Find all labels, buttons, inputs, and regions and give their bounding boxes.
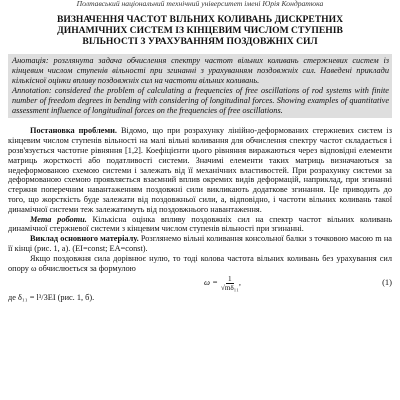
formula-denominator: √mδ₁₁	[220, 283, 239, 292]
paragraph-formula-intro	[8, 254, 392, 274]
title-line: ДИНАМІЧНИХ СИСТЕМ ІЗ КІНЦЕВИМ ЧИСЛОМ СТУПЕНІВ	[57, 25, 343, 36]
abstract-box	[8, 54, 392, 118]
formula-numerator: 1	[228, 274, 232, 283]
abstract-ukrainian: Анотація: розглянута задача обчислення спектру частот вільних коливань стержневих систем із кінцевим числом ступенів вільності при згинанні з урахуванням поздовжніх сил. Наведені приклади кількісної оцінки впливу поздовжніх сил на частоти вільних коливань.	[12, 56, 389, 85]
formula-1	[8, 273, 392, 293]
formula-definition: де δ₁₁ = l³/3EI (рис. 1, б).	[8, 293, 95, 303]
section-lead: Виклад основного матеріалу.	[30, 234, 139, 244]
section-lead: Постановка проблеми.	[30, 126, 117, 136]
running-header: Полтавський національний технічний університет імені Юрія Кондратюка	[76, 0, 324, 8]
title-line: ВИЗНАЧЕННЯ ЧАСТОТ ВІЛЬНИХ КОЛИВАНЬ ДИСКРЕТНИХ	[56, 14, 344, 25]
paragraph-text: Кількісна оцінка впливу поздовжніх сил на спектр частот вільних коливань динамічної стержневої системи з кінцевим числом ступенів вільності при згинанні.	[8, 214, 392, 234]
equation-number: (1)	[382, 277, 392, 288]
paragraph-text: Відомо, що при розрахунку лінійно-деформованих стержневих систем із кінцевим числом ступенів вільності на малі вільні коливання для обчислення спектру частот складається і розв'язується частотне рівняння [1,2]. Коефіцієнти цього рівняння виражаються через відповідні елементи матриць жорсткості або податливості системи. Значимі елементи таких матриць визначаються за недеформованою схемою системи і залежать від її механічних властивостей. При розрахунку системи за деформованою схемою проявляється взаємний вплив окремих видів деформацій, наприклад, при згинанні стержня поперечним навантаженням поздовжні сили викликають додаткове згинання. Це приводить до того, що жорсткість буде залежати від поздовжньої сили, а, відповідно, і частоти вільних коливань такої динамічної системи теж залежатимуть від поздовжнього навантаження.	[8, 126, 392, 214]
formula-suffix: ,	[238, 277, 241, 288]
body-text	[8, 126, 392, 303]
title-line: ВІЛЬНОСТІ З УРАХУВАННЯМ ПОЗДОВЖНІХ СИЛ	[82, 36, 318, 47]
formula-fraction	[221, 275, 239, 292]
formula-lhs: ω =	[204, 277, 218, 288]
abstract-english: Annotation: considered the problem of calculating a frequencies of free oscillations of rod systems with finite number of freedom degrees in bending with considering of longitudinal forces. Showing examples of quantitative assessment influence of longitudinal forces on the frequencies of free oscillations.	[12, 85, 389, 115]
paragraph-text: Розглянемо вільні коливання консольної балки з точковою масою m на її кінці (рис. 1, а). (EI=const; EA=const).	[8, 234, 392, 253]
paragraph-problem	[8, 126, 392, 214]
paper-title	[8, 14, 392, 47]
section-lead: Мета роботи.	[30, 214, 87, 224]
paragraph-text: Якщо поздовжня сила дорівнює нулю, то тоді колова частота вільних коливань без урахування сил опору ω обчислюється за формулою	[8, 253, 392, 273]
paragraph-goal	[8, 215, 392, 235]
paragraph-main	[8, 234, 392, 254]
